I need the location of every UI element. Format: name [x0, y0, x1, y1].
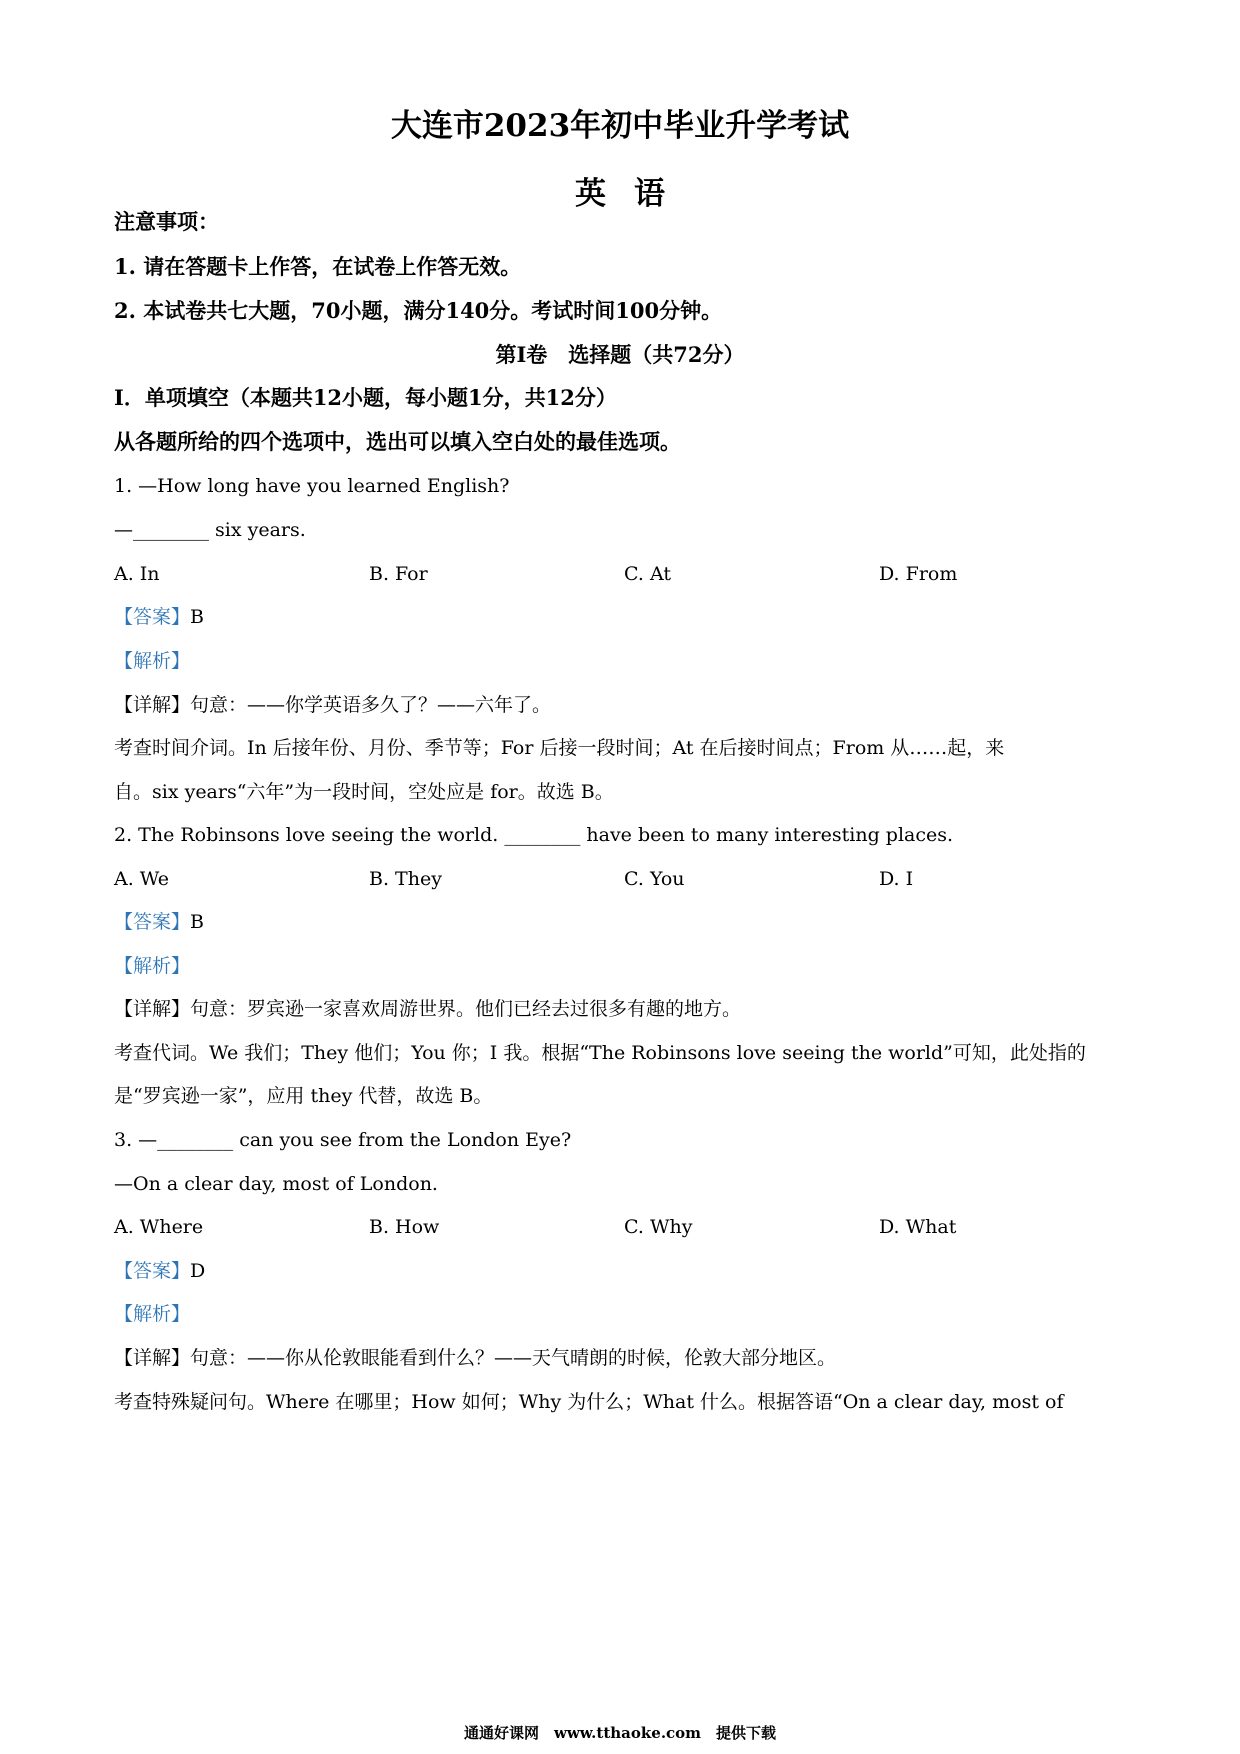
answer-label: 【答案】: [114, 606, 191, 628]
question-3-detail: [114, 1345, 836, 1371]
detail-text: 句意：——你学英语多久了？——六年了。: [190, 694, 552, 716]
analysis-label: 【解析】: [114, 650, 191, 672]
answer-value: D: [190, 1260, 206, 1282]
question-2-option-d: D. I: [879, 868, 914, 890]
answer-label: 【答案】: [114, 911, 191, 933]
question-1-explanation-1: 考查时间介词。In 后接年份、月份、季节等；For 后接一段时间；At 在后接时间点；From 从……起，来: [114, 737, 1005, 759]
detail-text: 句意：罗宾逊一家喜欢周游世界。他们已经去过很多有趣的地方。: [190, 998, 742, 1020]
exam-title: 大连市2023年初中毕业升学考试: [390, 108, 850, 144]
question-2-option-b: B. They: [369, 868, 442, 890]
question-1-option-c: C. At: [624, 563, 671, 585]
part-instruction: 从各题所给的四个选项中，选出可以填入空白处的最佳选项。: [114, 429, 681, 454]
volume-heading: 第Ⅰ卷 选择题（共72分）: [495, 342, 745, 367]
analysis-label: 【解析】: [114, 955, 191, 977]
question-1-reply: —________ six years.: [114, 519, 306, 541]
question-2-explanation-2: 是“罗宾逊一家”，应用 they 代替，故选 B。: [114, 1085, 493, 1107]
question-1-option-d: D. From: [879, 563, 958, 585]
question-3-analysis: [114, 1301, 190, 1327]
question-3-reply: —On a clear day, most of London.: [114, 1173, 438, 1195]
notice-heading: 注意事项：: [114, 209, 219, 234]
question-1-explanation-2: 自。six years“六年”为一段时间，空处应是 for。故选 B。: [114, 781, 614, 803]
question-1-option-b: B. For: [369, 563, 428, 585]
question-2-option-c: C. You: [624, 868, 685, 890]
question-3-option-b: B. How: [369, 1216, 440, 1238]
question-3-explanation-1: 考查特殊疑问句。Where 在哪里；How 如何；Why 为什么；What 什么。根据答语“On a clear day, most of: [114, 1391, 1064, 1413]
question-1-detail: [114, 692, 551, 718]
question-2-option-a: A. We: [114, 868, 170, 890]
question-1-stem: 1. —How long have you learned English?: [114, 475, 510, 497]
analysis-label: 【解析】: [114, 1303, 191, 1325]
subject-title: 英语: [575, 176, 693, 212]
question-2-detail: [114, 996, 741, 1022]
part-heading: Ⅰ．单项填空（本题共12小题，每小题1分，共12分）: [114, 385, 617, 410]
question-3-stem: 3. —________ can you see from the London Eye?: [114, 1129, 572, 1151]
question-1-option-a: A. In: [114, 563, 160, 585]
detail-text: 句意：——你从伦敦眼能看到什么？——天气晴朗的时候，伦敦大部分地区。: [190, 1347, 837, 1369]
answer-label: 【答案】: [114, 1260, 191, 1282]
page-footer: 通通好课网 www.tthaoke.com 提供下载: [463, 1724, 777, 1742]
question-3-option-d: D. What: [879, 1216, 957, 1238]
answer-value: B: [190, 911, 204, 933]
detail-label: 【详解】: [114, 694, 191, 716]
question-1-answer: [114, 604, 204, 630]
detail-label: 【详解】: [114, 1347, 191, 1369]
detail-label: 【详解】: [114, 998, 191, 1020]
question-2-answer: [114, 909, 204, 935]
question-3-option-a: A. Where: [114, 1216, 204, 1238]
question-3-answer: [114, 1258, 205, 1284]
question-2-analysis: [114, 953, 190, 979]
question-1-analysis: [114, 648, 190, 674]
answer-value: B: [190, 606, 204, 628]
question-2-explanation-1: 考查代词。We 我们；They 他们；You 你；I 我。根据“The Robinsons love seeing the world”可知，此处指的: [114, 1042, 1086, 1064]
notice-item-1: 1. 请在答题卡上作答，在试卷上作答无效。: [114, 254, 522, 279]
question-2-stem: 2. The Robinsons love seeing the world. ________ have been to many interesting places.: [114, 824, 954, 846]
notice-item-2: 2. 本试卷共七大题，70小题，满分140分。考试时间100分钟。: [114, 298, 723, 323]
question-3-option-c: C. Why: [624, 1216, 693, 1238]
